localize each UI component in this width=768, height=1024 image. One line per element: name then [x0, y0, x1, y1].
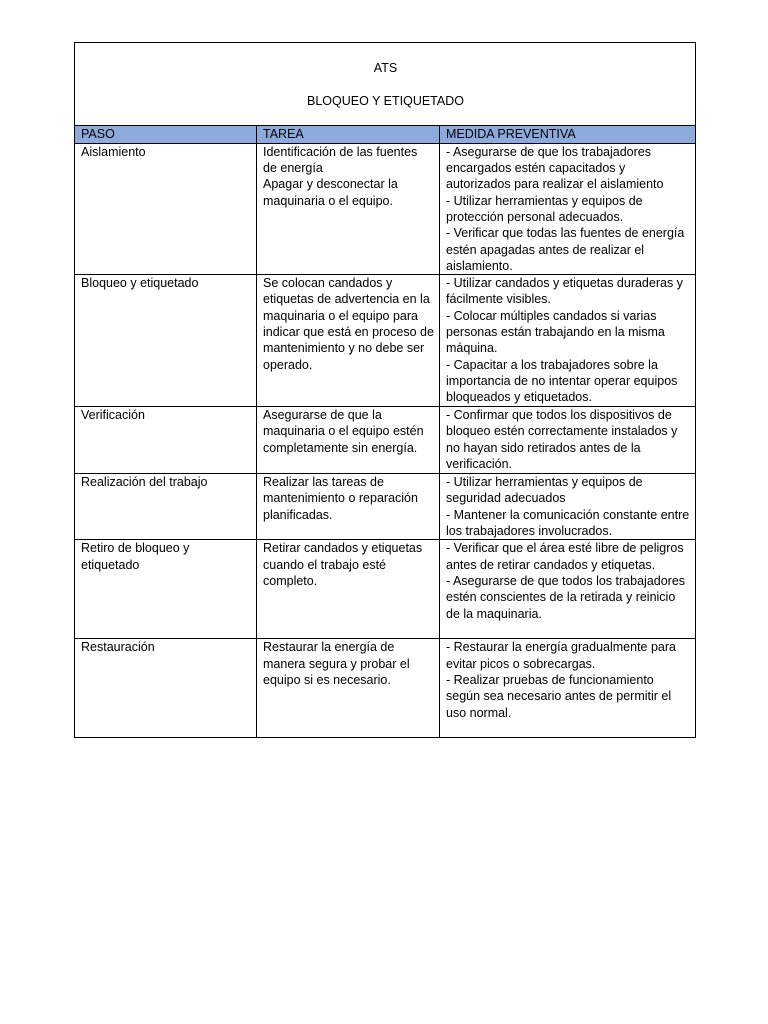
document-subtitle: BLOQUEO Y ETIQUETADO: [307, 93, 464, 108]
cell-medida: - Restaurar la energía gradualmente para evitar picos o sobrecargas. - Realizar pruebas de funcionamiento según sea necesario antes de permitir el uso normal.: [440, 639, 696, 738]
column-header-medida: MEDIDA PREVENTIVA: [440, 126, 696, 143]
header-row: [75, 126, 696, 143]
cell-paso: Restauración: [75, 639, 257, 738]
cell-paso: Retiro de bloqueo y etiquetado: [75, 540, 257, 639]
cell-tarea: Restaurar la energía de manera segura y probar el equipo si es necesario.: [257, 639, 440, 738]
cell-paso: Verificación: [75, 407, 257, 474]
table-row: [75, 407, 696, 474]
cell-paso: Aislamiento: [75, 143, 257, 274]
table-row: [75, 143, 696, 274]
cell-medida: - Asegurarse de que los trabajadores encargados estén capacitados y autorizados para realizar el aislamiento - Utilizar herramientas y equipos de protección personal adecuados. - Verificar que todas las fuentes de energía estén apagadas antes de realizar el aislamiento.: [440, 143, 696, 274]
cell-paso: Realización del trabajo: [75, 474, 257, 540]
column-header-tarea: TAREA: [257, 126, 440, 143]
cell-tarea: Identificación de las fuentes de energía Apagar y desconectar la maquinaria o el equipo.: [257, 143, 440, 274]
document-title: ATS: [373, 61, 398, 76]
title-row: [75, 43, 696, 126]
cell-medida: - Utilizar candados y etiquetas duraderas y fácilmente visibles. - Colocar múltiples candados si varias personas están trabajando en la misma máquina. - Capacitar a los trabajadores sobre la importancia de no intentar operar equipos bloqueados y etiquetados.: [440, 275, 696, 407]
column-header-paso: PASO: [75, 126, 257, 143]
table-row: [75, 540, 696, 639]
cell-tarea: Realizar las tareas de mantenimiento o reparación planificadas.: [257, 474, 440, 540]
cell-tarea: Retirar candados y etiquetas cuando el trabajo esté completo.: [257, 540, 440, 639]
cell-medida: - Verificar que el área esté libre de peligros antes de retirar candados y etiquetas. - Asegurarse de que todos los trabajadores estén conscientes de la retirada y reinicio de la maquinaria.: [440, 540, 696, 639]
cell-paso: Bloqueo y etiquetado: [75, 275, 257, 407]
title-cell: [75, 43, 696, 126]
table-row: [75, 275, 696, 407]
cell-tarea: Se colocan candados y etiquetas de advertencia en la maquinaria o el equipo para indicar que está en proceso de mantenimiento y no debe ser operado.: [257, 275, 440, 407]
table-row: [75, 639, 696, 738]
cell-medida: - Confirmar que todos los dispositivos de bloqueo estén correctamente instalados y no hayan sido retirados antes de la verificación.: [440, 407, 696, 474]
ats-table: [74, 42, 696, 738]
table-row: [75, 474, 696, 540]
cell-tarea: Asegurarse de que la maquinaria o el equipo estén completamente sin energía.: [257, 407, 440, 474]
cell-medida: - Utilizar herramientas y equipos de seguridad adecuados - Mantener la comunicación constante entre los trabajadores involucrados.: [440, 474, 696, 540]
